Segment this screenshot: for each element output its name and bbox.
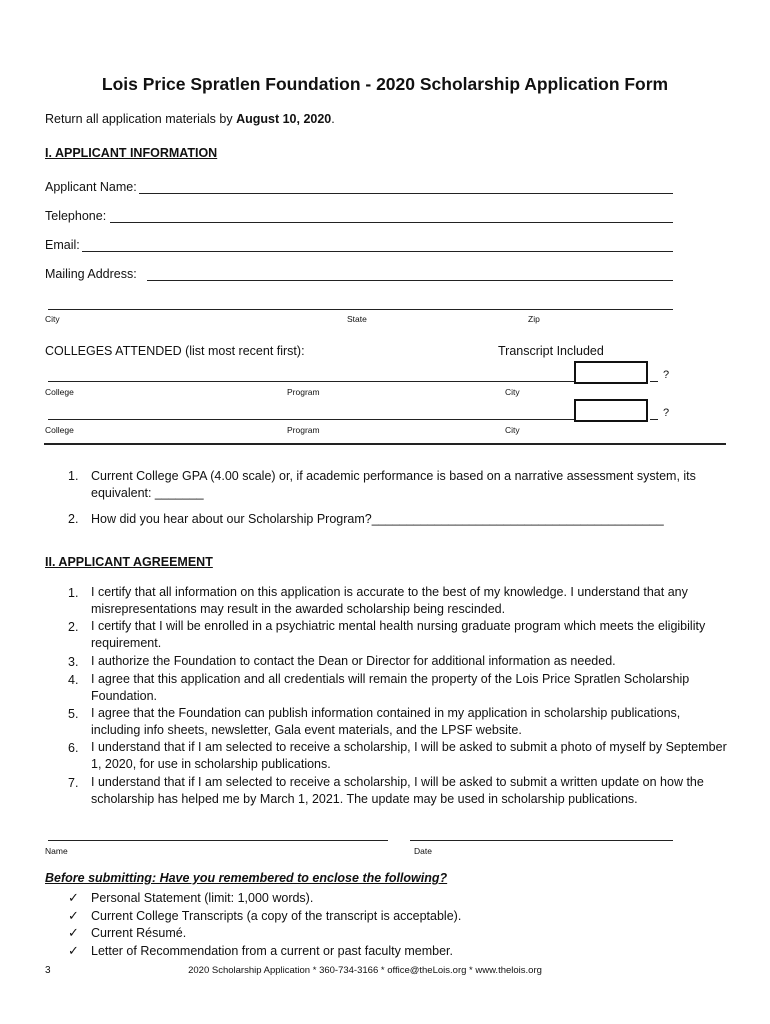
city-label: City <box>45 314 60 324</box>
question-number: 1. <box>68 469 79 483</box>
agreement-item: I understand that if I am selected to receive a scholarship, I will be asked to submit a photo of myself by September 1, 2020, for use in scholarship publications. <box>91 740 727 771</box>
transcript-included-heading: Transcript Included <box>498 344 604 358</box>
signature-date-field[interactable] <box>410 840 673 841</box>
agreement-number: 2. <box>68 620 79 634</box>
agreement-number: 5. <box>68 707 79 721</box>
question-gpa: Current College GPA (4.00 scale) or, if academic performance is based on a narrative assessment system, its equivalent: _______ <box>91 469 696 500</box>
colleges-attended-heading: COLLEGES ATTENDED (list most recent first): <box>45 344 305 358</box>
applicant-name-label: Applicant Name: <box>45 180 137 194</box>
section-applicant-agreement-heading: II. APPLICANT AGREEMENT <box>45 555 213 569</box>
agreement-number: 3. <box>68 655 79 669</box>
signature-name-label: Name <box>45 846 68 856</box>
checkbox-mark-1: ? <box>663 369 670 381</box>
state-label: State <box>347 314 367 324</box>
college-row-2-tail <box>650 419 658 420</box>
agreement-number: 6. <box>68 741 79 755</box>
college-label: College <box>45 425 74 435</box>
checklist-item: Personal Statement (limit: 1,000 words). <box>91 891 314 905</box>
agreement-item: I agree that the Foundation can publish information contained in my application in scholarship publications, including info sheets, newsletter, Gala event materials, and the LPSF website. <box>91 706 681 737</box>
checkmark-icon: ✓ <box>68 925 79 940</box>
deadline-suffix: . <box>331 112 335 126</box>
agreement-item: I authorize the Foundation to contact the Dean or Director for additional information as needed. <box>91 654 616 668</box>
checkmark-icon: ✓ <box>68 943 79 958</box>
question-referral: How did you hear about our Scholarship Program?__________________________________________ <box>91 512 664 526</box>
agreement-item: I agree that this application and all credentials will remain the property of the Lois Price Spratlen Scholarship Foundation. <box>91 672 690 703</box>
signature-date-label: Date <box>414 846 432 856</box>
college-city-label: City <box>505 387 520 397</box>
college-row-1-tail <box>650 381 658 382</box>
agreement-number: 7. <box>68 776 79 790</box>
question-number: 2. <box>68 512 79 526</box>
agreement-number: 1. <box>68 586 79 600</box>
college-row-1-field[interactable] <box>48 381 574 382</box>
mailing-address-label: Mailing Address: <box>45 267 137 281</box>
program-label: Program <box>287 387 320 397</box>
deadline-prefix: Return all application materials by <box>45 112 237 126</box>
college-city-label: City <box>505 425 520 435</box>
city-state-zip-field[interactable] <box>48 309 673 310</box>
agreement-number: 4. <box>68 673 79 687</box>
agreement-item: I understand that if I am selected to receive a scholarship, I will be asked to submit a written update on how the scholarship has helped me by March 1, 2021. The update may be used in scholarship publications. <box>91 775 704 806</box>
section-divider <box>44 443 726 445</box>
footer-contact: 2020 Scholarship Application * 360-734-3166 * office@theLois.org * www.thelois.org <box>188 965 542 976</box>
program-label: Program <box>287 425 320 435</box>
college-row-2-field[interactable] <box>48 419 574 420</box>
telephone-label: Telephone: <box>45 209 107 223</box>
telephone-field[interactable] <box>110 222 673 223</box>
checklist-item: Current Résumé. <box>91 926 187 940</box>
transcript-checkbox-1[interactable] <box>574 361 648 384</box>
section-applicant-information-heading: I. APPLICANT INFORMATION <box>45 146 218 160</box>
applicant-name-field[interactable] <box>139 193 673 194</box>
form-title: Lois Price Spratlen Foundation - 2020 Scholarship Application Form <box>101 74 669 94</box>
checklist-item: Current College Transcripts (a copy of the transcript is acceptable). <box>91 909 462 923</box>
deadline-notice <box>45 112 335 126</box>
checklist-heading: Before submitting: Have you remembered to enclose the following? <box>45 871 448 885</box>
signature-name-field[interactable] <box>48 840 388 841</box>
email-label: Email: <box>45 238 80 252</box>
email-field[interactable] <box>82 251 673 252</box>
agreement-item: I certify that I will be enrolled in a psychiatric mental health nursing graduate program which meets the eligibility requirement. <box>91 619 706 650</box>
page-number: 3 <box>45 965 51 976</box>
checkmark-icon: ✓ <box>68 890 79 905</box>
mailing-address-field[interactable] <box>147 280 673 281</box>
zip-label: Zip <box>528 314 540 324</box>
transcript-checkbox-2[interactable] <box>574 399 648 422</box>
deadline-date: August 10, 2020 <box>236 112 332 126</box>
checkmark-icon: ✓ <box>68 908 79 923</box>
college-label: College <box>45 387 74 397</box>
checkbox-mark-2: ? <box>663 407 670 419</box>
agreement-item: I certify that all information on this application is accurate to the best of my knowledge. I understand that any misrepresentations may result in the awarded scholarship being rescinded. <box>91 585 688 616</box>
checklist-item: Letter of Recommendation from a current or past faculty member. <box>91 944 453 958</box>
